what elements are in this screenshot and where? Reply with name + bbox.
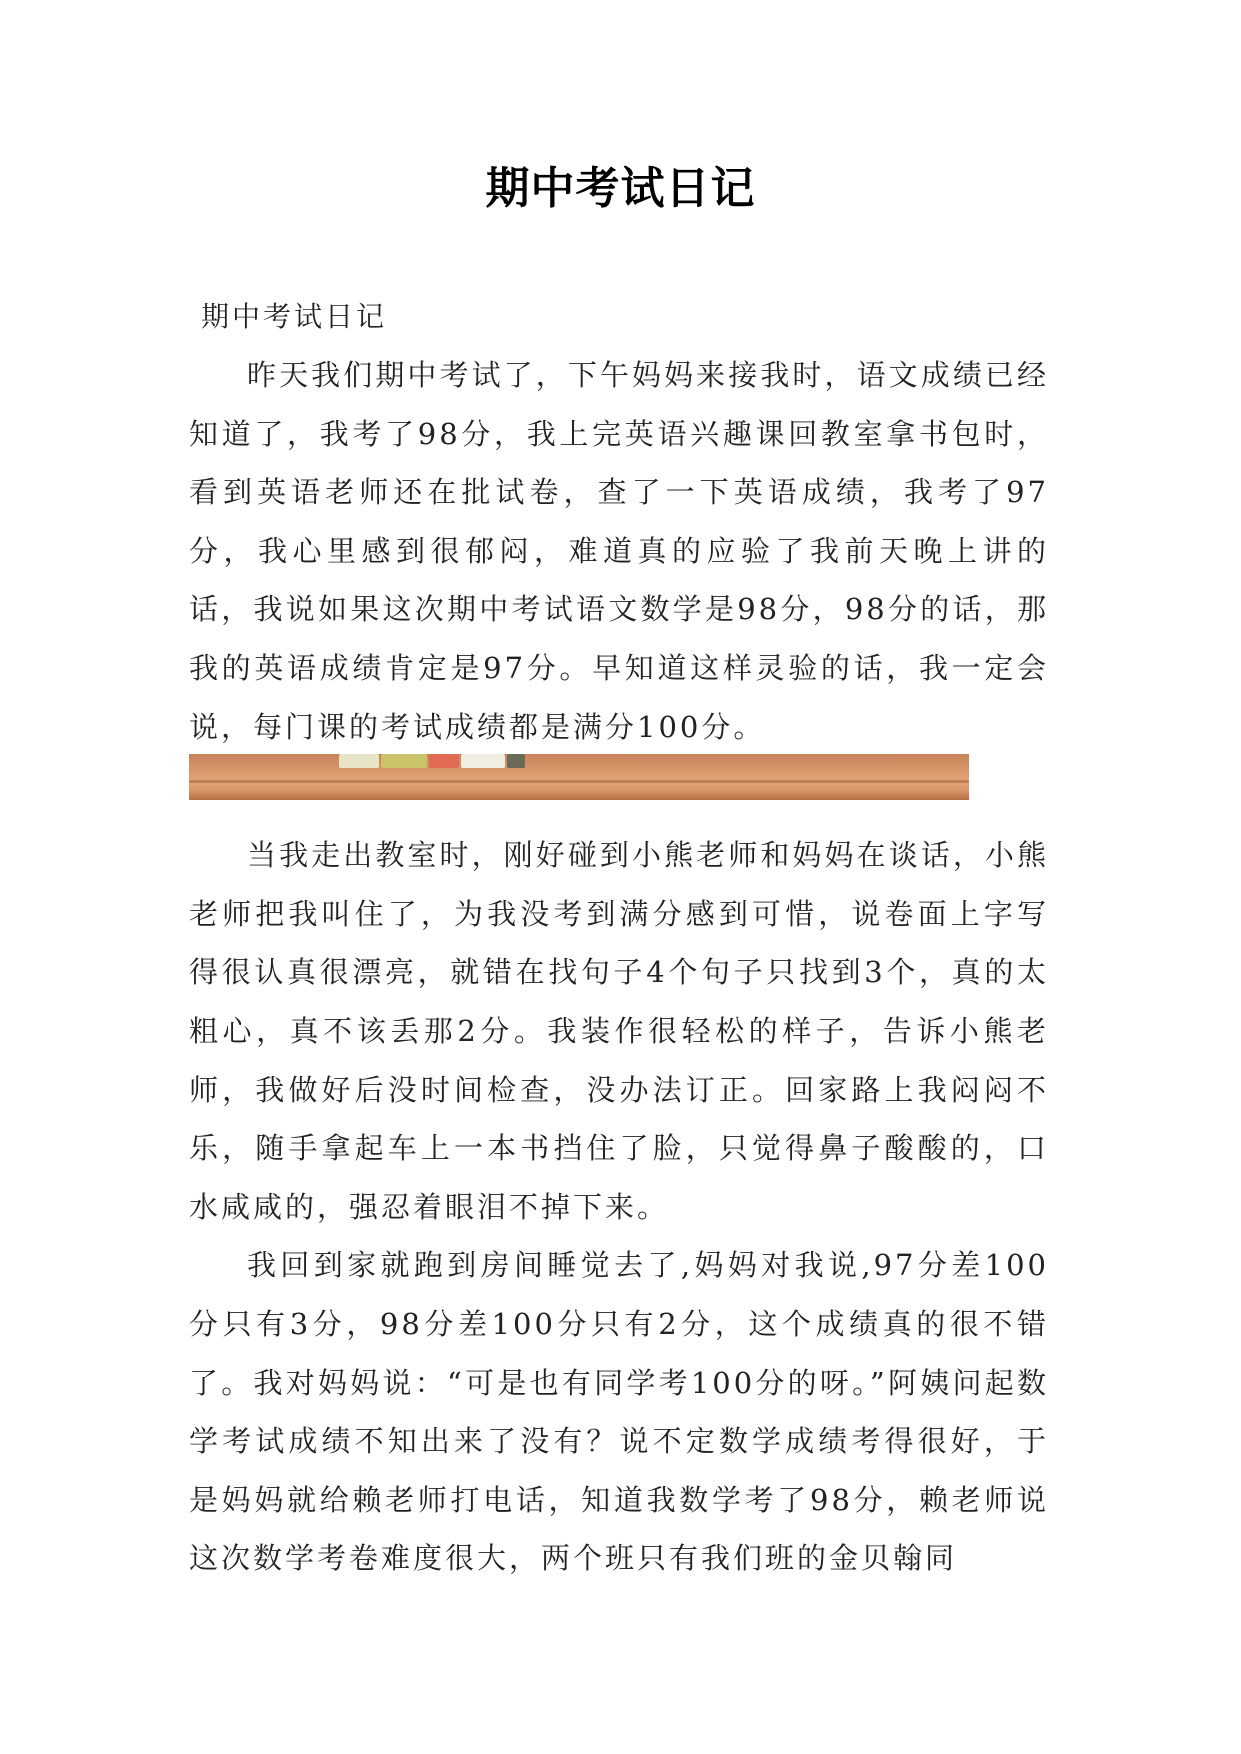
document-title: 期中考试日记 bbox=[485, 163, 756, 214]
document-body bbox=[189, 288, 1049, 1588]
paragraph-2: 当我走出教室时，刚好碰到小熊老师和妈妈在谈话，小熊老师把我叫住了，为我没考到满分感到可惜，说卷面上字写得很认真很漂亮，就错在找句子4个句子只找到3个，真的太粗心，真不该丢那2分。我装作很轻松的样子，告诉小熊老师，我做好后没时间检查，没办法订正。回家路上我闷闷不乐，随手拿起车上一本书挡住了脸，只觉得鼻子酸酸的，口水咸咸的，强忍着眼泪不掉下来。 bbox=[189, 838, 1049, 1224]
embedded-photo bbox=[189, 754, 969, 800]
photo-object bbox=[461, 754, 505, 768]
paragraph-3: 我回到家就跑到房间睡觉去了,妈妈对我说,97分差100分只有3分，98分差100分只有2分，这个成绩真的很不错了。我对妈妈说：“可是也有同学考100分的呀。”阿姨问起数学考试成绩不知出来了没有？说不定数学成绩考得很好，于是妈妈就给赖老师打电话，知道我数学考了98分，赖老师说这次数学考卷难度很大，两个班只有我们班的金贝翰同 bbox=[189, 1248, 1049, 1576]
photo-object bbox=[381, 754, 427, 768]
photo-shadow bbox=[189, 790, 969, 800]
document-subtitle: 期中考试日记 bbox=[201, 300, 388, 333]
photo-table-edge bbox=[189, 780, 969, 783]
photo-object bbox=[507, 754, 525, 768]
paragraph-1: 昨天我们期中考试了，下午妈妈来接我时，语文成绩已经知道了，我考了98分，我上完英语兴趣课回教室拿书包时，看到英语老师还在批试卷，查了一下英语成绩，我考了97分，我心里感到很郁闷，难道真的应验了我前天晚上讲的话，我说如果这次期中考试语文数学是98分，98分的话，那我的英语成绩肯定是97分。早知道这样灵验的话，我一定会说，每门课的考试成绩都是满分100分。 bbox=[189, 358, 1049, 744]
photo-object bbox=[429, 754, 459, 768]
photo-object bbox=[339, 754, 379, 768]
